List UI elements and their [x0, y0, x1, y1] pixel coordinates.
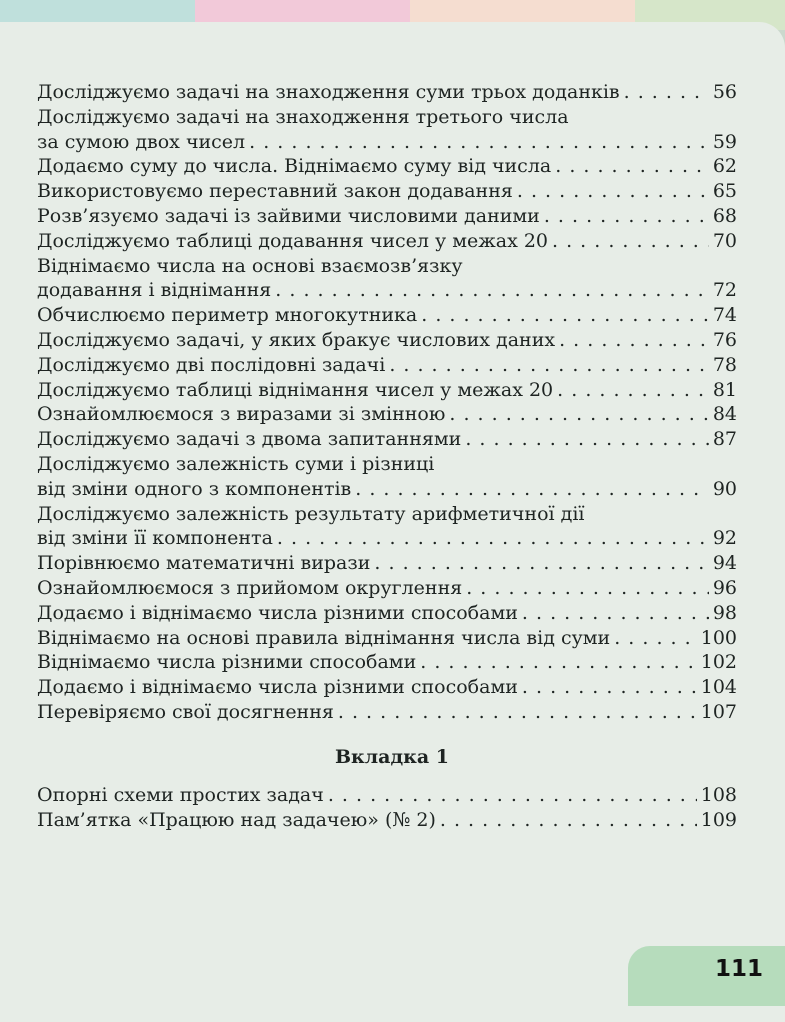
dot-leader: [522, 675, 697, 700]
dot-leader: [522, 601, 709, 626]
toc-entry-title: від зміни її компонента: [37, 527, 273, 550]
toc-entry-row: [37, 551, 737, 576]
toc-entry-page: 104: [700, 676, 737, 699]
toc-entry-title-line: Досліджуємо залежність результату арифметичної дії: [37, 502, 585, 525]
toc-section-list: [37, 783, 737, 833]
dot-leader: [277, 526, 709, 551]
toc-entry: [37, 154, 737, 179]
toc-entry-page: 96: [712, 576, 737, 599]
toc-entry-row: [37, 80, 737, 105]
toc-entry-row: [37, 427, 737, 452]
toc-entry-title-line: Досліджуємо задачі на знаходження третього числа: [37, 105, 569, 128]
toc-entry-title: додавання і віднімання: [37, 279, 272, 302]
toc-entry-row: [37, 808, 737, 833]
toc-entry-title: Обчислюємо периметр многокутника: [37, 304, 418, 327]
toc-entry-row: [37, 626, 737, 651]
toc-entry-page: 62: [712, 155, 737, 178]
toc-entry-page: 100: [700, 626, 737, 649]
dot-leader: [355, 477, 709, 502]
toc-entry-title: Додаємо і віднімаємо числа різними способами: [37, 676, 518, 699]
toc-entry-row: [37, 477, 737, 502]
dot-leader: [559, 328, 709, 353]
toc-entry: [37, 328, 737, 353]
toc-entry-page: 90: [712, 477, 737, 500]
toc-entry-page: 72: [712, 279, 737, 302]
toc-entry-page: 81: [712, 378, 737, 401]
dot-leader: [465, 427, 708, 452]
toc-entry-page: 74: [712, 304, 737, 327]
toc-entry-title: Досліджуємо задачі на знаходження суми трьох доданків: [37, 81, 620, 103]
toc-entry: [37, 675, 737, 700]
toc-entry-page: 94: [712, 552, 737, 575]
toc-entry-row: [37, 353, 737, 378]
toc-entry: [37, 427, 737, 452]
dot-leader: [374, 551, 708, 576]
dot-leader: [544, 204, 709, 229]
toc-entry-page: 70: [712, 229, 737, 252]
toc-entry-row: [37, 204, 737, 229]
page-number-tab: [628, 946, 785, 1006]
dot-leader: [449, 402, 708, 427]
toc-entry-page: 92: [712, 527, 737, 550]
toc-entry-title: Ознайомлюємося з прийомом округлення: [37, 576, 463, 599]
toc-entry-title: Віднімаємо на основі правила віднімання числа від суми: [37, 626, 611, 649]
dot-leader: [614, 626, 697, 651]
toc-entry-title: Порівнюємо математичні вирази: [37, 552, 371, 575]
toc-entry-title: Розв’язуємо задачі із зайвими числовими даними: [37, 204, 540, 227]
toc-entry-page: 59: [712, 130, 737, 153]
toc-entry-page: 109: [700, 808, 737, 831]
toc-entry-title: Досліджуємо таблиці додавання чисел у межах 20: [37, 229, 549, 252]
toc-entry-row: [37, 278, 737, 303]
dot-leader: [338, 700, 697, 725]
toc-entry-title: Досліджуємо дві послідовні задачі: [37, 353, 386, 376]
toc-entry-row: [37, 700, 737, 725]
toc-entry: [37, 105, 737, 155]
toc-entry-title: Опорні схеми простих задач: [37, 783, 324, 806]
toc-entry-title: Досліджуємо задачі, у яких бракує числових даних: [37, 328, 556, 351]
dot-leader: [557, 378, 709, 403]
toc-entry: [37, 353, 737, 378]
dot-leader: [466, 576, 709, 601]
section-title: Вкладка 1: [334, 745, 450, 768]
toc-entry: [37, 502, 737, 552]
toc-entry-title: Досліджуємо таблиці віднімання чисел у межах 20: [37, 378, 554, 401]
toc-entry-title-line: Досліджуємо залежність суми і різниці: [37, 452, 435, 475]
toc-entry-row: [37, 576, 737, 601]
toc-entry-page: 102: [700, 651, 737, 674]
dot-leader: [552, 229, 709, 254]
toc-entry-page: 98: [712, 601, 737, 624]
toc-entry-title: Ознайомлюємося з виразами зі змінною: [37, 403, 446, 426]
toc-entry-page: 65: [712, 180, 737, 203]
toc-entry-row: [37, 130, 737, 155]
toc-entry: [37, 551, 737, 576]
toc-entry: [37, 303, 737, 328]
toc-entry: [37, 254, 737, 304]
toc-entry-page: 108: [700, 783, 737, 806]
dot-leader: [517, 179, 709, 204]
dot-leader: [624, 80, 709, 105]
toc-entry: [37, 700, 737, 725]
toc-entry: [37, 808, 737, 833]
toc-entry-row: [37, 402, 737, 427]
toc-entry: [37, 378, 737, 403]
toc-entry-page: 87: [712, 428, 737, 451]
toc-entry-title: Використовуємо переставний закон додавання: [37, 180, 513, 203]
toc-entry-row: [37, 154, 737, 179]
toc-entry-page: 107: [700, 700, 737, 723]
toc-entry-row: [37, 328, 737, 353]
toc-entry-title: за сумою двох чисел: [37, 130, 246, 153]
page-number: 111: [714, 956, 763, 982]
toc-entry: [37, 229, 737, 254]
dot-leader: [328, 783, 697, 808]
toc-entry-title-line: Віднімаємо числа на основі взаємозв’язку: [37, 254, 463, 277]
toc-entry-title: Додаємо суму до числа. Віднімаємо суму від числа: [37, 155, 552, 178]
dot-leader: [249, 130, 709, 155]
dot-leader: [421, 303, 709, 328]
toc-main-list: [37, 80, 737, 725]
dot-leader: [555, 154, 709, 179]
toc-entry-row: [37, 650, 737, 675]
toc-entry: [37, 80, 737, 105]
toc-entry-row: [37, 179, 737, 204]
toc-entry-page: 84: [712, 403, 737, 426]
toc-entry-page: 78: [712, 353, 737, 376]
dot-leader: [440, 808, 697, 833]
dot-leader: [420, 650, 697, 675]
toc-entry-title: Додаємо і віднімаємо числа різними способами: [37, 601, 518, 624]
toc-entry: [37, 783, 737, 808]
toc-entry-row: [37, 378, 737, 403]
toc-entry-title: Перевіряємо свої досягнення: [37, 700, 334, 723]
toc-entry-row: [37, 526, 737, 551]
toc-entry: [37, 601, 737, 626]
toc-entry-title: від зміни одного з компонентів: [37, 477, 352, 500]
toc-entry-title: Досліджуємо задачі з двома запитаннями: [37, 428, 462, 451]
table-of-contents: [37, 80, 737, 832]
toc-entry-title: Віднімаємо числа різними способами: [37, 651, 417, 674]
toc-entry: [37, 179, 737, 204]
dot-leader: [389, 353, 709, 378]
toc-entry: [37, 650, 737, 675]
toc-entry: [37, 204, 737, 229]
toc-entry-page: 56: [712, 81, 737, 103]
toc-entry-page: 76: [712, 328, 737, 351]
toc-entry-row: [37, 601, 737, 626]
toc-entry-row: [37, 783, 737, 808]
toc-entry-row: [37, 229, 737, 254]
toc-entry: [37, 576, 737, 601]
toc-entry-page: 68: [712, 204, 737, 227]
toc-entry-title: Пам’ятка «Працюю над задачею» (№ 2): [37, 808, 436, 831]
dot-leader: [275, 278, 709, 303]
toc-entry: [37, 452, 737, 502]
toc-entry-row: [37, 675, 737, 700]
toc-entry: [37, 626, 737, 651]
toc-entry: [37, 402, 737, 427]
toc-entry-row: [37, 303, 737, 328]
